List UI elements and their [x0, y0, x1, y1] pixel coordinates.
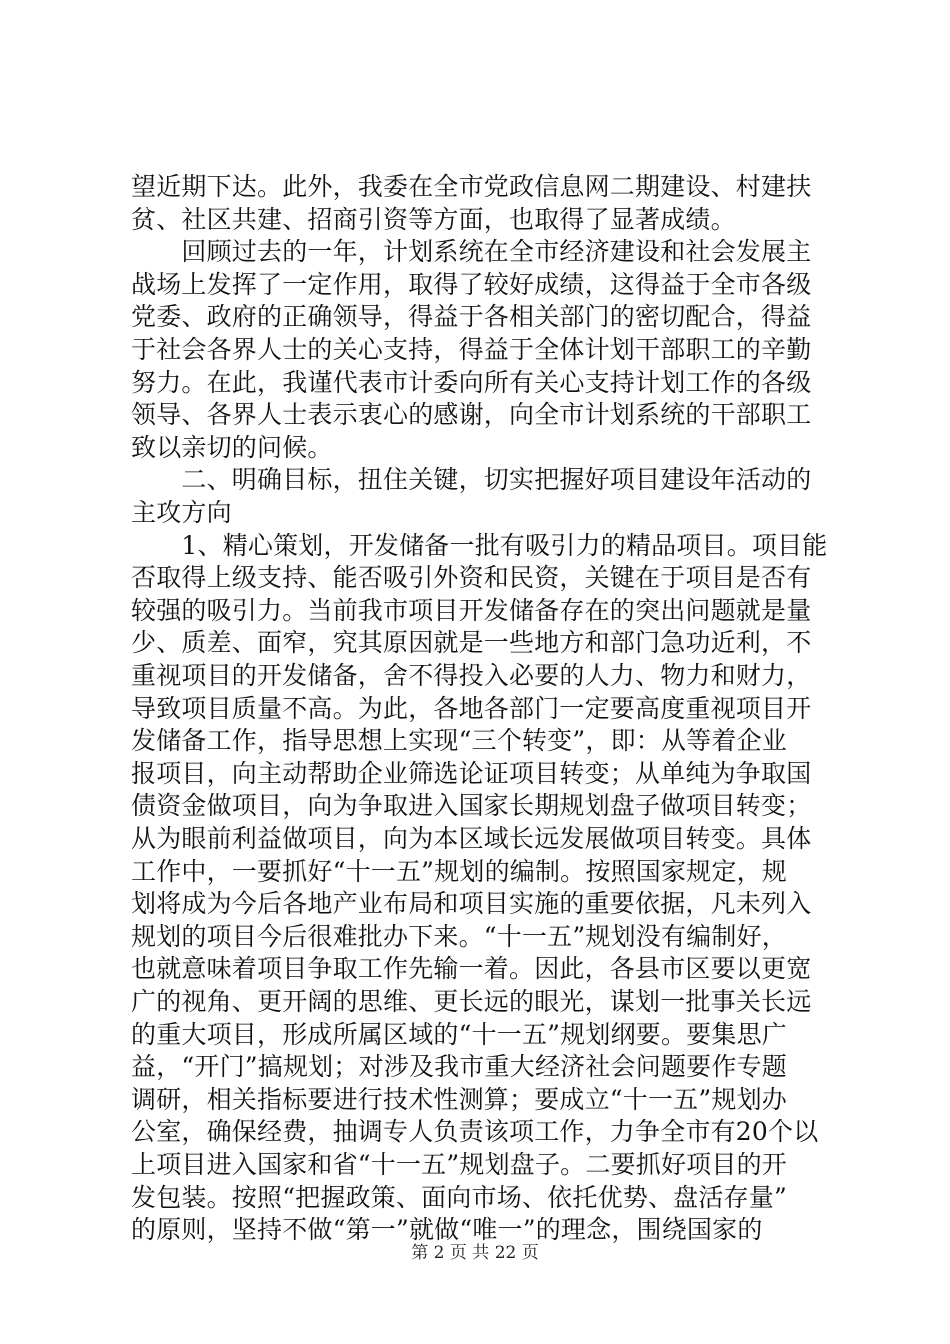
page-number-footer: 第 2 页 共 22 页 — [411, 1243, 539, 1263]
text-line: 重视项目的开发储备，舍不得投入必要的人力、物力和财力， — [131, 661, 812, 690]
text-line: 划将成为今后各地产业布局和项目实施的重要依据，凡未列入 — [131, 889, 812, 919]
text-line: 战场上发挥了一定作用，取得了较好成绩，这得益于全市各级 — [131, 269, 812, 299]
text-line: 较强的吸引力。当前我市项目开发储备存在的突出问题就是量 — [131, 595, 812, 625]
text-line: 调研，相关指标要进行技术性测算；要成立“十一五”规划办 — [131, 1084, 787, 1114]
text-line: 广的视角、更开阔的思维、更长远的眼光，谋划一批事关长远 — [131, 987, 812, 1016]
text-line: 致以亲切的问候。 — [131, 432, 333, 462]
text-line: 党委、政府的正确领导，得益于各相关部门的密切配合，得益 — [131, 302, 812, 332]
text-line: 债资金做项目，向为争取进入国家长期规划盘子做项目转变； — [131, 791, 812, 821]
text-line: 二、明确目标，扭住关键，切实把握好项目建设年活动的 — [131, 465, 812, 495]
text-line: 发储备工作，指导思想上实现“三个转变”，即：从等着企业 — [131, 726, 787, 756]
text-line: 的原则，坚持不做“第一”就做“唯一”的理念，围绕国家的 — [131, 1215, 763, 1245]
text-line: 少、质差、面窄，究其原因就是一些地方和部门急功近利，不 — [131, 628, 812, 658]
text-line: 努力。在此，我谨代表市计委向所有关心支持计划工作的各级 — [131, 367, 812, 397]
text-line: 公室，确保经费，抽调专人负责该项工作，力争全市有20个以 — [131, 1117, 819, 1147]
text-line: 的重大项目，形成所属区域的“十一五”规划纲要。要集思广 — [131, 1019, 787, 1049]
text-line: 导致项目质量不高。为此，各地各部门一定要高度重视项目开 — [131, 693, 812, 723]
text-line: 1、精心策划，开发储备一批有吸引力的精品项目。项目能 — [131, 530, 828, 560]
text-line: 发包装。按照“把握政策、面向市场、依托优势、盘活存量” — [131, 1182, 787, 1212]
text-line: 益，“开门”搞规划；对涉及我市重大经济社会问题要作专题 — [131, 1052, 787, 1082]
text-line: 于社会各界人士的关心支持，得益于全体计划干部职工的辛勤 — [131, 335, 812, 364]
text-line: 上项目进入国家和省“十一五”规划盘子。二要抓好项目的开 — [131, 1150, 787, 1179]
text-line: 回顾过去的一年，计划系统在全市经济建设和社会发展主 — [131, 237, 812, 267]
text-line: 报项目，向主动帮助企业筛选论证项目转变；从单纯为争取国 — [131, 758, 812, 788]
text-line: 领导、各界人士表示衷心的感谢，向全市计划系统的干部职工 — [131, 400, 812, 430]
text-line: 望近期下达。此外，我委在全市党政信息网二期建设、村建扶 — [131, 172, 812, 201]
text-line: 也就意味着项目争取工作先输一着。因此，各县市区要以更宽 — [131, 954, 812, 984]
text-line: 主攻方向 — [131, 498, 232, 527]
text-line: 贫、社区共建、招商引资等方面，也取得了显著成绩。 — [131, 204, 736, 234]
text-line: 规划的项目今后很难批办下来。“十一五”规划没有编制好， — [131, 921, 787, 951]
text-line: 否取得上级支持、能否吸引外资和民资，关键在于项目是否有 — [131, 563, 812, 593]
text-line: 工作中，一要抓好“十一五”规划的编制。按照国家规定，规 — [131, 856, 787, 886]
text-line: 从为眼前利益做项目，向为本区域长远发展做项目转变。具体 — [131, 824, 812, 853]
